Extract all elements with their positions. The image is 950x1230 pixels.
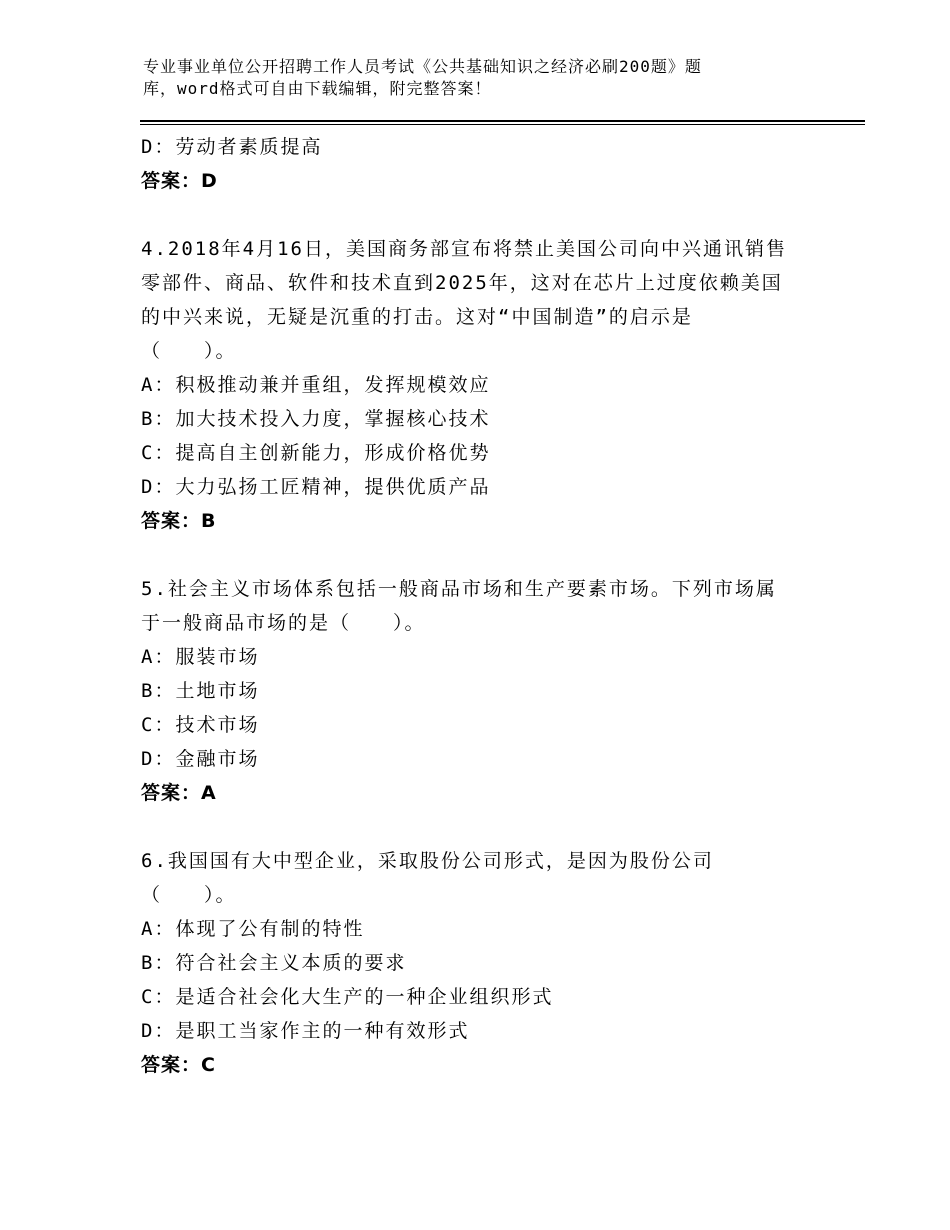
header-divider-thick bbox=[140, 120, 865, 122]
question-text: 零部件、商品、软件和技术直到2025年，这对在芯片上过度依赖美国 bbox=[141, 272, 783, 294]
question-block bbox=[141, 572, 821, 810]
answer-label: 答案：D bbox=[141, 170, 218, 192]
question-block bbox=[141, 844, 821, 1082]
header-divider-thin bbox=[140, 124, 865, 125]
option-a: A：服装市场 bbox=[141, 646, 260, 668]
question-list bbox=[141, 130, 821, 1082]
option-b: B：加大技术投入力度，掌握核心技术 bbox=[141, 408, 491, 430]
question-block bbox=[141, 130, 821, 198]
question-text: 4.2018年4月16日，美国商务部宣布将禁止美国公司向中兴通讯销售 bbox=[141, 238, 787, 260]
spacer bbox=[141, 538, 821, 572]
question-text: （ ）。 bbox=[141, 884, 237, 906]
spacer bbox=[141, 810, 821, 844]
header-line: 库，word格式可自由下载编辑，附完整答案！ bbox=[143, 79, 492, 98]
question-text: （ ）。 bbox=[141, 340, 237, 362]
option-d: D：大力弘扬工匠精神，提供优质产品 bbox=[141, 476, 491, 498]
option-c: C：提高自主创新能力，形成价格优势 bbox=[141, 442, 491, 464]
question-text: 5.社会主义市场体系包括一般商品市场和生产要素市场。下列市场属 bbox=[141, 578, 777, 600]
option-d: D：是职工当家作主的一种有效形式 bbox=[141, 1020, 470, 1042]
header-line: 专业事业单位公开招聘工作人员考试《公共基础知识之经济必刷200题》题 bbox=[143, 57, 702, 76]
answer-label: 答案：B bbox=[141, 510, 217, 532]
option-a: A：体现了公有制的特性 bbox=[141, 918, 365, 940]
question-text: 6.我国国有大中型企业，采取股份公司形式，是因为股份公司 bbox=[141, 850, 714, 872]
option-c: C：技术市场 bbox=[141, 714, 260, 736]
option-b: B：符合社会主义本质的要求 bbox=[141, 952, 407, 974]
page-header bbox=[143, 56, 783, 100]
question-block bbox=[141, 232, 821, 538]
option-b: B：土地市场 bbox=[141, 680, 260, 702]
answer-label: 答案：C bbox=[141, 1054, 216, 1076]
spacer bbox=[141, 198, 821, 232]
option-d: D：劳动者素质提高 bbox=[141, 136, 323, 158]
option-c: C：是适合社会化大生产的一种企业组织形式 bbox=[141, 986, 554, 1008]
question-text: 于一般商品市场的是（ ）。 bbox=[141, 612, 426, 634]
option-a: A：积极推动兼并重组，发挥规模效应 bbox=[141, 374, 491, 396]
question-text: 的中兴来说，无疑是沉重的打击。这对“中国制造”的启示是 bbox=[141, 306, 693, 328]
answer-label: 答案：A bbox=[141, 782, 217, 804]
option-d: D：金融市场 bbox=[141, 748, 260, 770]
